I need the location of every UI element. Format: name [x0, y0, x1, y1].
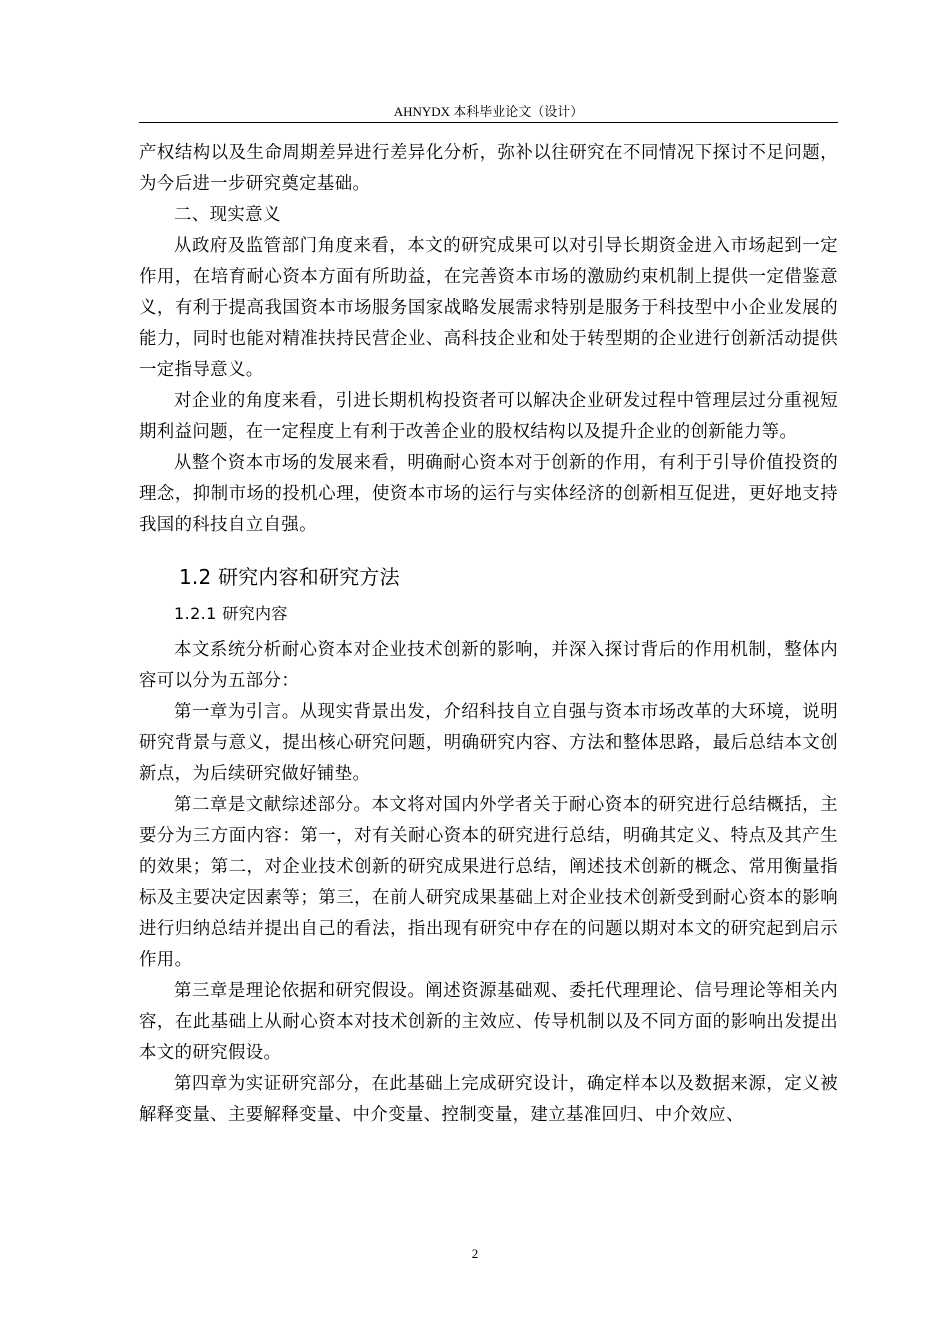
paragraph: 第三章是理论依据和研究假设。阐述资源基础观、委托代理理论、信号理论等相关内容，在此基础上从耐心资本对技术创新的主效应、传导机制以及不同方面的影响出发提出本文的研究假设。 — [139, 981, 838, 1063]
section-heading-1-2: 1.2 研究内容和研究方法 — [179, 565, 400, 589]
paragraph: 第二章是文献综述部分。本文将对国内外学者关于耐心资本的研究进行总结概括，主要分为三方面内容：第一，对有关耐心资本的研究进行总结，明确其定义、特点及其产生的效果；第二，对企业技术创新的研究成果进行总结，阐述技术创新的概念、常用衡量指标及主要决定因素等；第三，在前人研究成果基础上对企业技术创新受到耐心资本的影响进行归纳总结并提出自己的看法，指出现有研究中存在的问题以期对本文的研究起到启示作用。 — [139, 795, 838, 970]
section-heading-1-2-1: 1.2.1 研究内容 — [174, 604, 288, 623]
paragraph: 第四章为实证研究部分，在此基础上完成研究设计，确定样本以及数据来源，定义被解释变量、主要解释变量、中介变量、控制变量，建立基准回归、中介效应、 — [139, 1074, 838, 1125]
paragraph: 从政府及监管部门角度来看，本文的研究成果可以对引导长期资金进入市场起到一定作用，在培育耐心资本方面有所助益，在完善资本市场的激励约束机制上提供一定借鉴意义，有利于提高我国资本市场服务国家战略发展需求特别是服务于科技型中小企业发展的能力，同时也能对精准扶持民营企业、高科技企业和处于转型期的企业进行创新活动提供一定指导意义。 — [139, 236, 838, 380]
body-text — [139, 138, 838, 1131]
running-header: AHNYDX 本科毕业论文（设计） — [393, 104, 584, 119]
page-number: 2 — [471, 1246, 479, 1261]
subsection-heading: 二、现实意义 — [174, 205, 281, 225]
paragraph: 第一章为引言。从现实背景出发，介绍科技自立自强与资本市场改革的大环境，说明研究背景与意义，提出核心研究问题，明确研究内容、方法和整体思路，最后总结本文创新点，为后续研究做好铺垫。 — [139, 702, 838, 784]
header-divider — [139, 122, 838, 123]
paragraph: 本文系统分析耐心资本对企业技术创新的影响，并深入探讨背后的作用机制，整体内容可以分为五部分： — [139, 640, 838, 691]
paragraph: 从整个资本市场的发展来看，明确耐心资本对于创新的作用，有利于引导价值投资的理念，抑制市场的投机心理，使资本市场的运行与实体经济的创新相互促进，更好地支持我国的科技自立自强。 — [139, 453, 838, 535]
paragraph: 产权结构以及生命周期差异进行差异化分析，弥补以往研究在不同情况下探讨不足问题，为今后进一步研究奠定基础。 — [139, 143, 838, 194]
paragraph: 对企业的角度来看，引进长期机构投资者可以解决企业研发过程中管理层过分重视短期利益问题，在一定程度上有利于改善企业的股权结构以及提升企业的创新能力等。 — [139, 391, 838, 442]
